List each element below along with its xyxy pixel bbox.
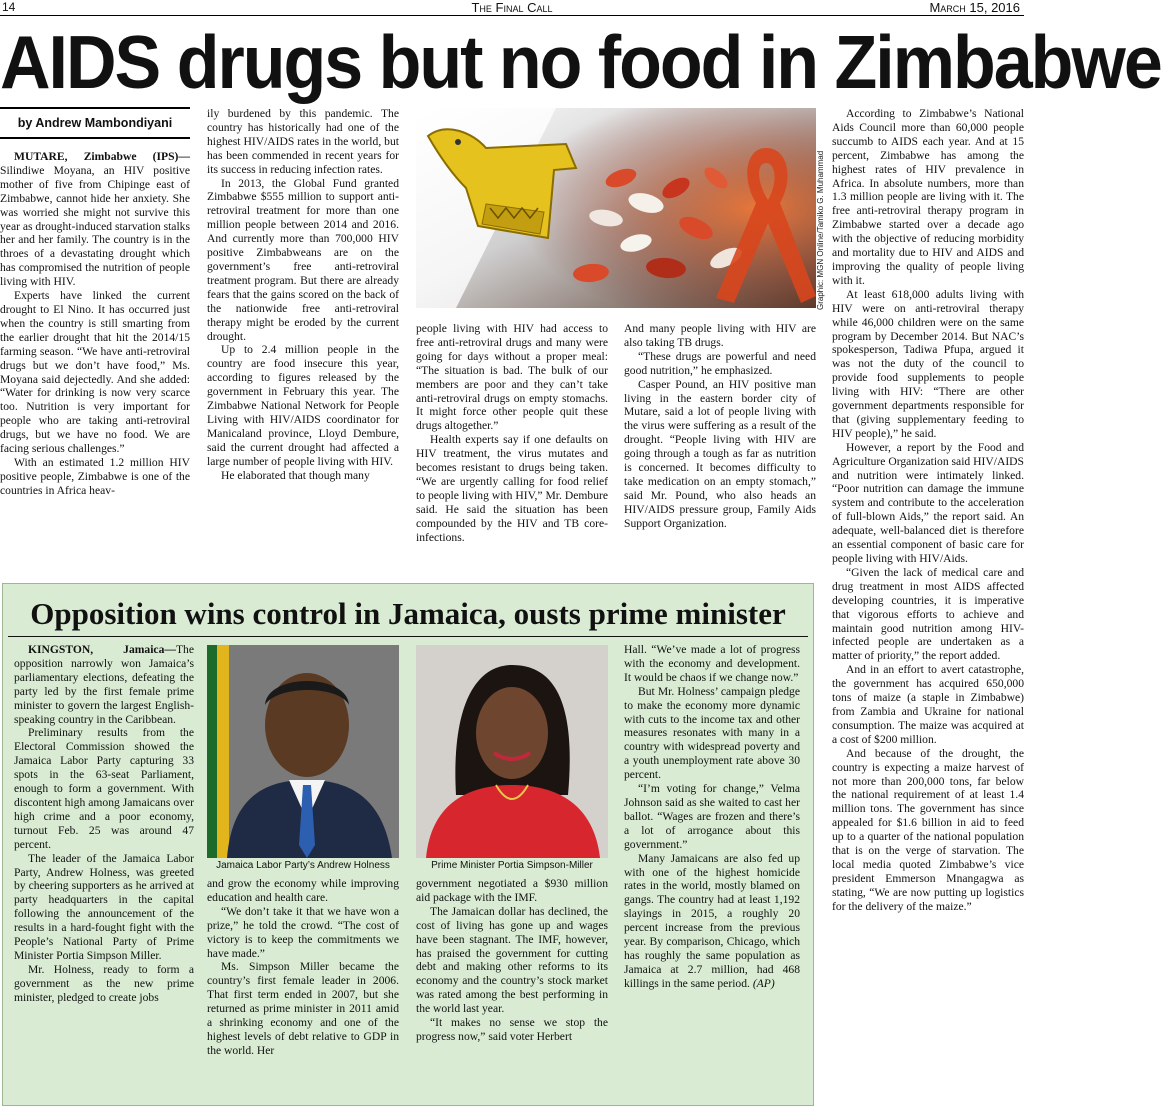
paragraph: and grow the economy while improving education and health care. [207, 877, 399, 904]
holness-photo [207, 645, 399, 858]
paragraph: Mr. Holness, ready to form a government as the new prime minister, pledged to create jobs [14, 962, 194, 1004]
lead-paragraph: Silindiwe Moyana, an HIV positive mother of five from Chipinge east of Zimbabwe, cannot hide her anxiety. She was worried she might not survive this year as drought-induced starvation stalks her and her family. The country is in the throes of a devastating drought which has compromised the nutrition of people living with HIV. [0, 163, 190, 289]
jamaica-column-3 [416, 877, 608, 1102]
paragraph: Health experts say if one defaults on HIV treatment, the virus mutates and becomes resistant to drugs being taken. “We are urgently calling for food relief to people living with HIV,” Mr. Dembure said. He said the situation has been compounded by the HIV and TB core-infections. [416, 433, 608, 544]
paragraph: Casper Pound, an HIV positive man living in the eastern border city of Mutare, said a lot of people living with the virus were suffering as a result of the drought. “People living with HIV are going through a tough as far as nutrition is concerned. It becomes difficulty to take medication on an empty stomach,” said Mr. Pound, who also heads an HIV/AIDS pressure group, Family Aids Support Organization. [624, 377, 816, 530]
main-column-5 [832, 107, 1024, 1107]
simpson-miller-portrait [416, 645, 608, 858]
byline-text: by Andrew Mambondiyani [17, 116, 173, 130]
page-number: 14 [2, 0, 16, 14]
paragraph: Up to 2.4 million people in the country are food insecure this year, according to figures released by the government in February this year. The Zimbabwe National Network for People Living with HIV/AIDS coordinator for Manicaland province, Lloyd Dembure, said the current drought had affected a large number of people living with HIV. [207, 343, 399, 468]
jamaica-column-1 [14, 643, 194, 1103]
paragraph: The Jamaican dollar has declined, the cost of living has gone up and wages have been stagnant. The IMF, however, has praised the government for cutting debt and making other reforms to its economy and the country’s stock market was rated among the best performing in the world last year. [416, 904, 608, 1016]
paragraph: government negotiated a $930 million aid package with the IMF. [416, 877, 608, 904]
ap-credit: (AP) [752, 976, 775, 990]
dateline: MUTARE, Zimbabwe (IPS)— [14, 150, 190, 163]
lead-paragraph: The opposition narrowly won Jamaica’s parliamentary elections, defeating the party led by the first female prime minister to govern the largest English-speaking country in the Caribbean. [14, 643, 194, 726]
paragraph: ily burdened by this pandemic. The country has historically had one of the highest HIV/AIDS rates in the world, but has been commended in recent years for its success in reducing infection rates. [207, 107, 399, 176]
jamaica-headline: Opposition wins control in Jamaica, ousts prime minister [30, 596, 786, 631]
paragraph: “I’m voting for change,” Velma Johnson said as she waited to cast her ballot. “Wages are frozen and there’s a lot of arrogance about this government.” [624, 782, 800, 851]
paragraph: And many people living with HIV are also taking TB drugs. [624, 322, 816, 349]
paragraph: “These drugs are powerful and need good nutrition,” he emphasized. [624, 349, 816, 377]
jamaica-column-2 [207, 877, 399, 1102]
byline [0, 107, 190, 139]
paragraph: According to Zimbabwe’s National Aids Council more than 60,000 people succumb to AIDS each year. And at 15 percent, Zimbabwe has among the highest rates of HIV prevalence in Africa. In absolute numbers, more than 1.3 million people are living with it. The free anti-retroviral therapy program in Zimbabwe started over a decade ago with the objective of reducing morbidity and mortality due to HIV and AIDS and improving the quality of people living with it. [832, 107, 1024, 287]
paragraph: The leader of the Jamaica Labor Party, Andrew Holness, was greeted by cheering supporters as he arrived at party headquarters in the capital following the announcement of the results in a hard-fought fight with the People’s National Party of Prime Minister Portia Simpson Miller. [14, 851, 194, 962]
publication-name: The Final Call [471, 0, 553, 15]
jamaica-dateline: KINGSTON, Jamaica— [28, 643, 176, 656]
jamaica-headline-rule [8, 636, 808, 637]
paragraph: “Given the lack of medical care and drug treatment in most AIDS affected developing countries, it is imperative that vigorous efforts to achieve and maintain good nutrition among HIV-infected people are undertaken as a matter of priority,” the report added. [832, 565, 1024, 663]
paragraph: But Mr. Holness’ campaign pledge to make the economy more dynamic with cuts to the income tax and other measures resonates with many in a country with widespread poverty and a youth unemployment rate above 30 percent. [624, 684, 800, 782]
paragraph: people living with HIV had access to free anti-retroviral drugs and many were going for days without a proper meal: “The situation is bad. The bulk of our members are poor and they can’t take anti-retroviral drugs on empty stomachs. It might force other people quit these drugs altogether.” [416, 322, 608, 433]
main-column-3 [416, 322, 608, 572]
paragraph: And because of the drought, the country is expecting a maize harvest of not more than 200,000 tons, far below the national requirement of at least 1.4 million tons. The government has since appealed for $1.6 billion in aid to feed up to a quarter of the national population that is on the verge of starvation. The local media quoted Zimbabwe’s vice president Emmerson Mnangagwa as stating, “We are now putting up logistics for the delivery of the maize.” [832, 746, 1024, 913]
paragraph: Preliminary results from the Electoral Commission showed the Jamaica Labor Party capturing 33 spots in the 63-seat Parliament, enough to form a government. With discontent high among Jamaicans over high crime and a poor economy, turnout Feb. 25 was around 47 percent. [14, 726, 194, 851]
main-column-2 [207, 107, 399, 569]
simpson-miller-caption: Prime Minister Portia Simpson-Miller [431, 860, 593, 871]
paragraph: However, a report by the Food and Agriculture Organization said HIV/AIDS and nutrition were intimately linked. “Poor nutrition can damage the immune system and contribute to the acceleration of full-blown Aids,” the report said. An adequate, well-balanced diet is therefore an essential component of basic care for people living with HIV/Aids. [832, 440, 1025, 565]
paragraph: Ms. Simpson Miller became the country’s first female leader in 2006. That first term ended in 2007, but she returned as prime minister in 2011 amid a shrinking economy and one of the highest levels of debt relative to GDP in the world. Her [207, 960, 399, 1057]
graphic-credit: Graphic: MGN Online/Tamiko G. Muhammad [816, 150, 825, 310]
main-column-4 [624, 322, 816, 572]
pills-illustration [416, 108, 816, 308]
header-rule [0, 15, 1024, 16]
paragraph: Many Jamaicans are also fed up with one of the highest homicide rates in the world, mostly blamed on gangs. The country had at least 1,192 slayings in 2015, a roughly 20 percent increase from the previous year. By comparison, Chicago, which has roughly the same population as Jamaica at 2.7 million, had 468 killings in the same period. [624, 851, 800, 990]
paragraph: Hall. “We’ve made a lot of progress with the economy and development. It would be chaos if we change now.” [624, 643, 800, 684]
paragraph: With an estimated 1.2 million HIV positive people, Zimbabwe is one of the countries in Africa heav- [0, 455, 190, 497]
paragraph: “We don’t take it that we have won a prize,” he told the crowd. “The cost of victory is to keep the commitments we have made.” [207, 904, 399, 960]
main-column-1 [0, 150, 190, 570]
paragraph: And in an effort to avert catastrophe, the government has acquired 650,000 tons of maize (a staple in Zimbabwe) from Zambia and Ukraine for national consumption. The maize was acquired at a cost of $200 million. [832, 663, 1024, 746]
aids-drugs-graphic [416, 108, 816, 308]
holness-portrait [207, 645, 399, 858]
paragraph: Experts have linked the current drought to El Nino. It has occurred just when the country is still smarting from the earlier drought that hit the 2014/15 farming season. “We have anti-retroviral drugs but we don’t have food,” Ms. Moyana said dejectedly. And she added: “Water for drinking is now very scarce too. Nutrition is very important for people who are taking anti-retroviral drugs, but we have no food. We are facing serious challenges.” [0, 289, 190, 456]
holness-caption: Jamaica Labor Party’s Andrew Holness [216, 860, 390, 871]
paragraph: “It makes no sense we stop the progress now,” said voter Herbert [416, 1016, 608, 1043]
paragraph: In 2013, the Global Fund granted Zimbabwe $555 million to support anti-retroviral treatment for more than one million people between 2014 and 2016. And currently more than 700,000 HIV positive Zimbabweans are on the government’s free anti-retroviral treatment program. But there are already fears that the gains scored on the back of the nationwide free anti-retroviral therapy might be eroded by the current drought. [207, 176, 399, 343]
main-headline: AIDS drugs but no food in Zimbabwe [0, 20, 1161, 105]
jamaica-column-4 [624, 643, 800, 1103]
paragraph: He elaborated that though many [221, 468, 370, 482]
simpson-miller-photo [416, 645, 608, 858]
issue-date: March 15, 2016 [929, 0, 1020, 15]
page-header [0, 0, 1024, 14]
paragraph: At least 618,000 adults living with HIV were on anti-retroviral therapy while 46,000 children were on the same program by December 2014. But NAC’s spokesperson, Tadiwa Pfupa, argued it was not the duty of the council to provide food supplements to people living with HIV: “There are other government departments responsible for that (giving supplementary feeding to HIV people),” he said. [832, 287, 1024, 440]
